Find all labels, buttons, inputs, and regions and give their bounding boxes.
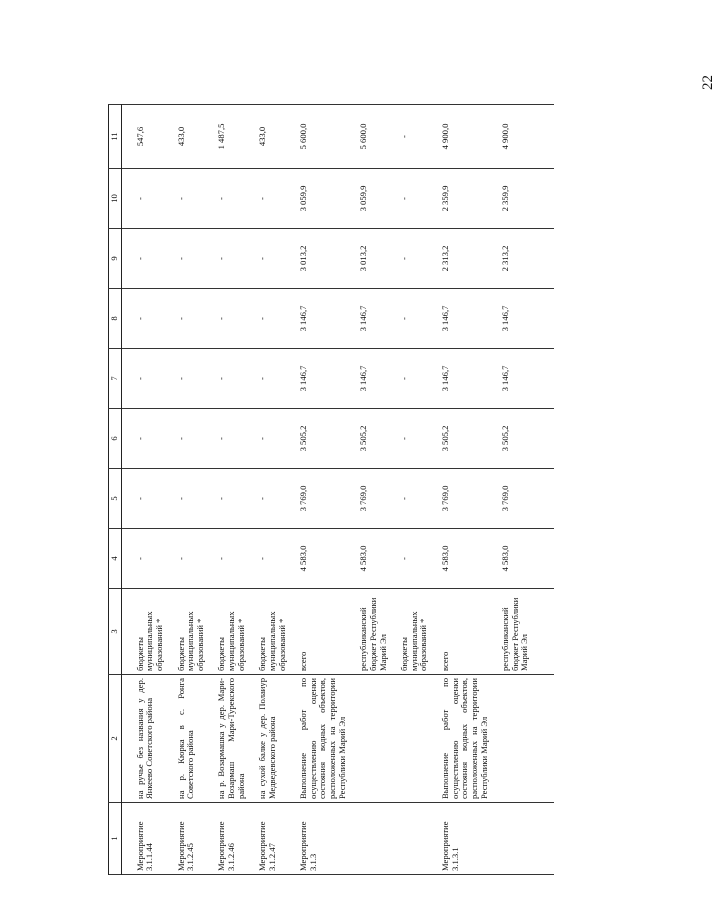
funding-source-cell: бюджеты муниципальных образований * [167,589,208,675]
amount-cell: - [207,169,248,229]
amount-cell: - [390,349,431,409]
amount-cell: - [248,469,289,529]
amount-cell: - [248,169,289,229]
activity-name-cell [491,675,554,803]
amount-cell: - [121,229,166,289]
amount-cell: 3 146,7 [431,349,491,409]
activity-name-cell: Выполнение работ по осуществлению оценки состояния водных объектов, расположенных на территории Республики Марий Эл [431,675,491,803]
amount-cell: 4 900,0 [491,105,554,169]
funding-source-cell: всего [289,589,349,675]
amount-cell: - [207,229,248,289]
column-header: 5 [109,469,122,529]
amount-cell: - [207,469,248,529]
amount-cell: - [207,529,248,589]
amount-cell: 3 769,0 [289,469,349,529]
amount-cell: - [248,529,289,589]
amount-cell: - [167,289,208,349]
table-row [167,105,208,875]
activity-id-cell: Мероприятие 3.1.3 [289,803,349,875]
amount-cell: - [390,469,431,529]
amount-cell: 4 583,0 [289,529,349,589]
column-header: 4 [109,529,122,589]
amount-cell: 3 769,0 [491,469,554,529]
amount-cell: 3 146,7 [491,349,554,409]
funding-table [108,104,554,875]
amount-cell: - [121,289,166,349]
funding-source-cell: республиканский бюджет Республики Марий Эл [349,589,390,675]
amount-cell: - [390,409,431,469]
amount-cell: - [248,409,289,469]
amount-cell: - [390,529,431,589]
amount-cell: - [121,529,166,589]
amount-cell: 3 146,7 [349,289,390,349]
column-header: 10 [109,169,122,229]
activity-name-cell: на р. Возармашка у дер. Мари-Возармаш Мари-Турекского района [207,675,248,803]
amount-cell: 2 359,9 [431,169,491,229]
table-row [121,105,166,875]
amount-cell: - [167,169,208,229]
page-number: 22 [700,75,716,90]
amount-cell: - [248,349,289,409]
amount-cell: 3 146,7 [491,289,554,349]
table-row [349,105,390,875]
activity-name-cell: на сухой балке у дер. Полаиур Медведевского района [248,675,289,803]
column-header: 8 [109,289,122,349]
amount-cell: - [121,349,166,409]
amount-cell: 3 146,7 [289,289,349,349]
activity-id-cell: Мероприятие 3.1.2.47 [248,803,289,875]
amount-cell: - [167,529,208,589]
activity-id-cell: Мероприятие 3.1.2.46 [207,803,248,875]
column-header: 1 [109,803,122,875]
amount-cell: 2 313,2 [431,229,491,289]
amount-cell: 433,0 [167,105,208,169]
activity-name-cell: на ручье без названия у дер. Янкеево Советского района [121,675,166,803]
amount-cell: - [167,409,208,469]
amount-cell: 3 769,0 [431,469,491,529]
amount-cell: - [390,289,431,349]
activity-id-cell: Мероприятие 3.1.1.44 [121,803,166,875]
amount-cell: - [121,169,166,229]
amount-cell: 2 313,2 [491,229,554,289]
activity-id-cell [349,803,390,875]
activity-name-cell: Выполнение работ по осуществлению оценки состояния водных объектов, расположенных на территории Республики Марий Эл [289,675,349,803]
table-body [121,105,554,875]
rotated-table-container [108,105,530,875]
table-header [109,105,122,875]
amount-cell: 3 769,0 [349,469,390,529]
activity-id-cell: Мероприятие 3.1.3.1 [431,803,491,875]
amount-cell: 3 505,2 [349,409,390,469]
amount-cell: 5 600,0 [349,105,390,169]
table-row [390,105,431,875]
activity-name-cell [390,675,431,803]
amount-cell: - [248,289,289,349]
amount-cell: - [390,105,431,169]
amount-cell: - [207,349,248,409]
amount-cell: 547,6 [121,105,166,169]
column-header: 2 [109,675,122,803]
funding-source-cell: бюджеты муниципальных образований * [248,589,289,675]
table-row [207,105,248,875]
amount-cell: 3 013,2 [289,229,349,289]
table-row [491,105,554,875]
table-row [431,105,491,875]
amount-cell: 3 146,7 [431,289,491,349]
funding-source-cell: бюджеты муниципальных образований * [121,589,166,675]
activity-id-cell [491,803,554,875]
amount-cell: 3 146,7 [349,349,390,409]
amount-cell: - [167,469,208,529]
activity-id-cell [390,803,431,875]
amount-cell: 3 013,2 [349,229,390,289]
amount-cell: - [390,229,431,289]
column-header: 7 [109,349,122,409]
amount-cell: - [390,169,431,229]
activity-name-cell [349,675,390,803]
funding-source-cell: бюджеты муниципальных образований * [390,589,431,675]
column-header: 3 [109,589,122,675]
amount-cell: 4 900,0 [431,105,491,169]
funding-source-cell: республиканский бюджет Республики Марий Эл [491,589,554,675]
amount-cell: - [167,349,208,409]
table-row [248,105,289,875]
table-row [289,105,349,875]
amount-cell: 3 059,9 [349,169,390,229]
amount-cell: 3 505,2 [491,409,554,469]
column-header: 11 [109,105,122,169]
funding-source-cell: бюджеты муниципальных образований * [207,589,248,675]
amount-cell: 1 487,5 [207,105,248,169]
amount-cell: 4 583,0 [349,529,390,589]
amount-cell: 3 505,2 [289,409,349,469]
amount-cell: - [207,289,248,349]
amount-cell: 4 583,0 [491,529,554,589]
amount-cell: - [167,229,208,289]
amount-cell: - [248,229,289,289]
amount-cell: 4 583,0 [431,529,491,589]
activity-name-cell: на р. Кюрка в с. Ронга Советского района [167,675,208,803]
amount-cell: 433,0 [248,105,289,169]
amount-cell: 2 359,9 [491,169,554,229]
amount-cell: - [121,469,166,529]
amount-cell: 3 059,9 [289,169,349,229]
amount-cell: 5 600,0 [289,105,349,169]
amount-cell: 3 505,2 [431,409,491,469]
amount-cell: - [207,409,248,469]
activity-id-cell: Мероприятие 3.1.2.45 [167,803,208,875]
amount-cell: - [121,409,166,469]
amount-cell: 3 146,7 [289,349,349,409]
funding-source-cell: всего [431,589,491,675]
column-header: 9 [109,229,122,289]
column-header: 6 [109,409,122,469]
